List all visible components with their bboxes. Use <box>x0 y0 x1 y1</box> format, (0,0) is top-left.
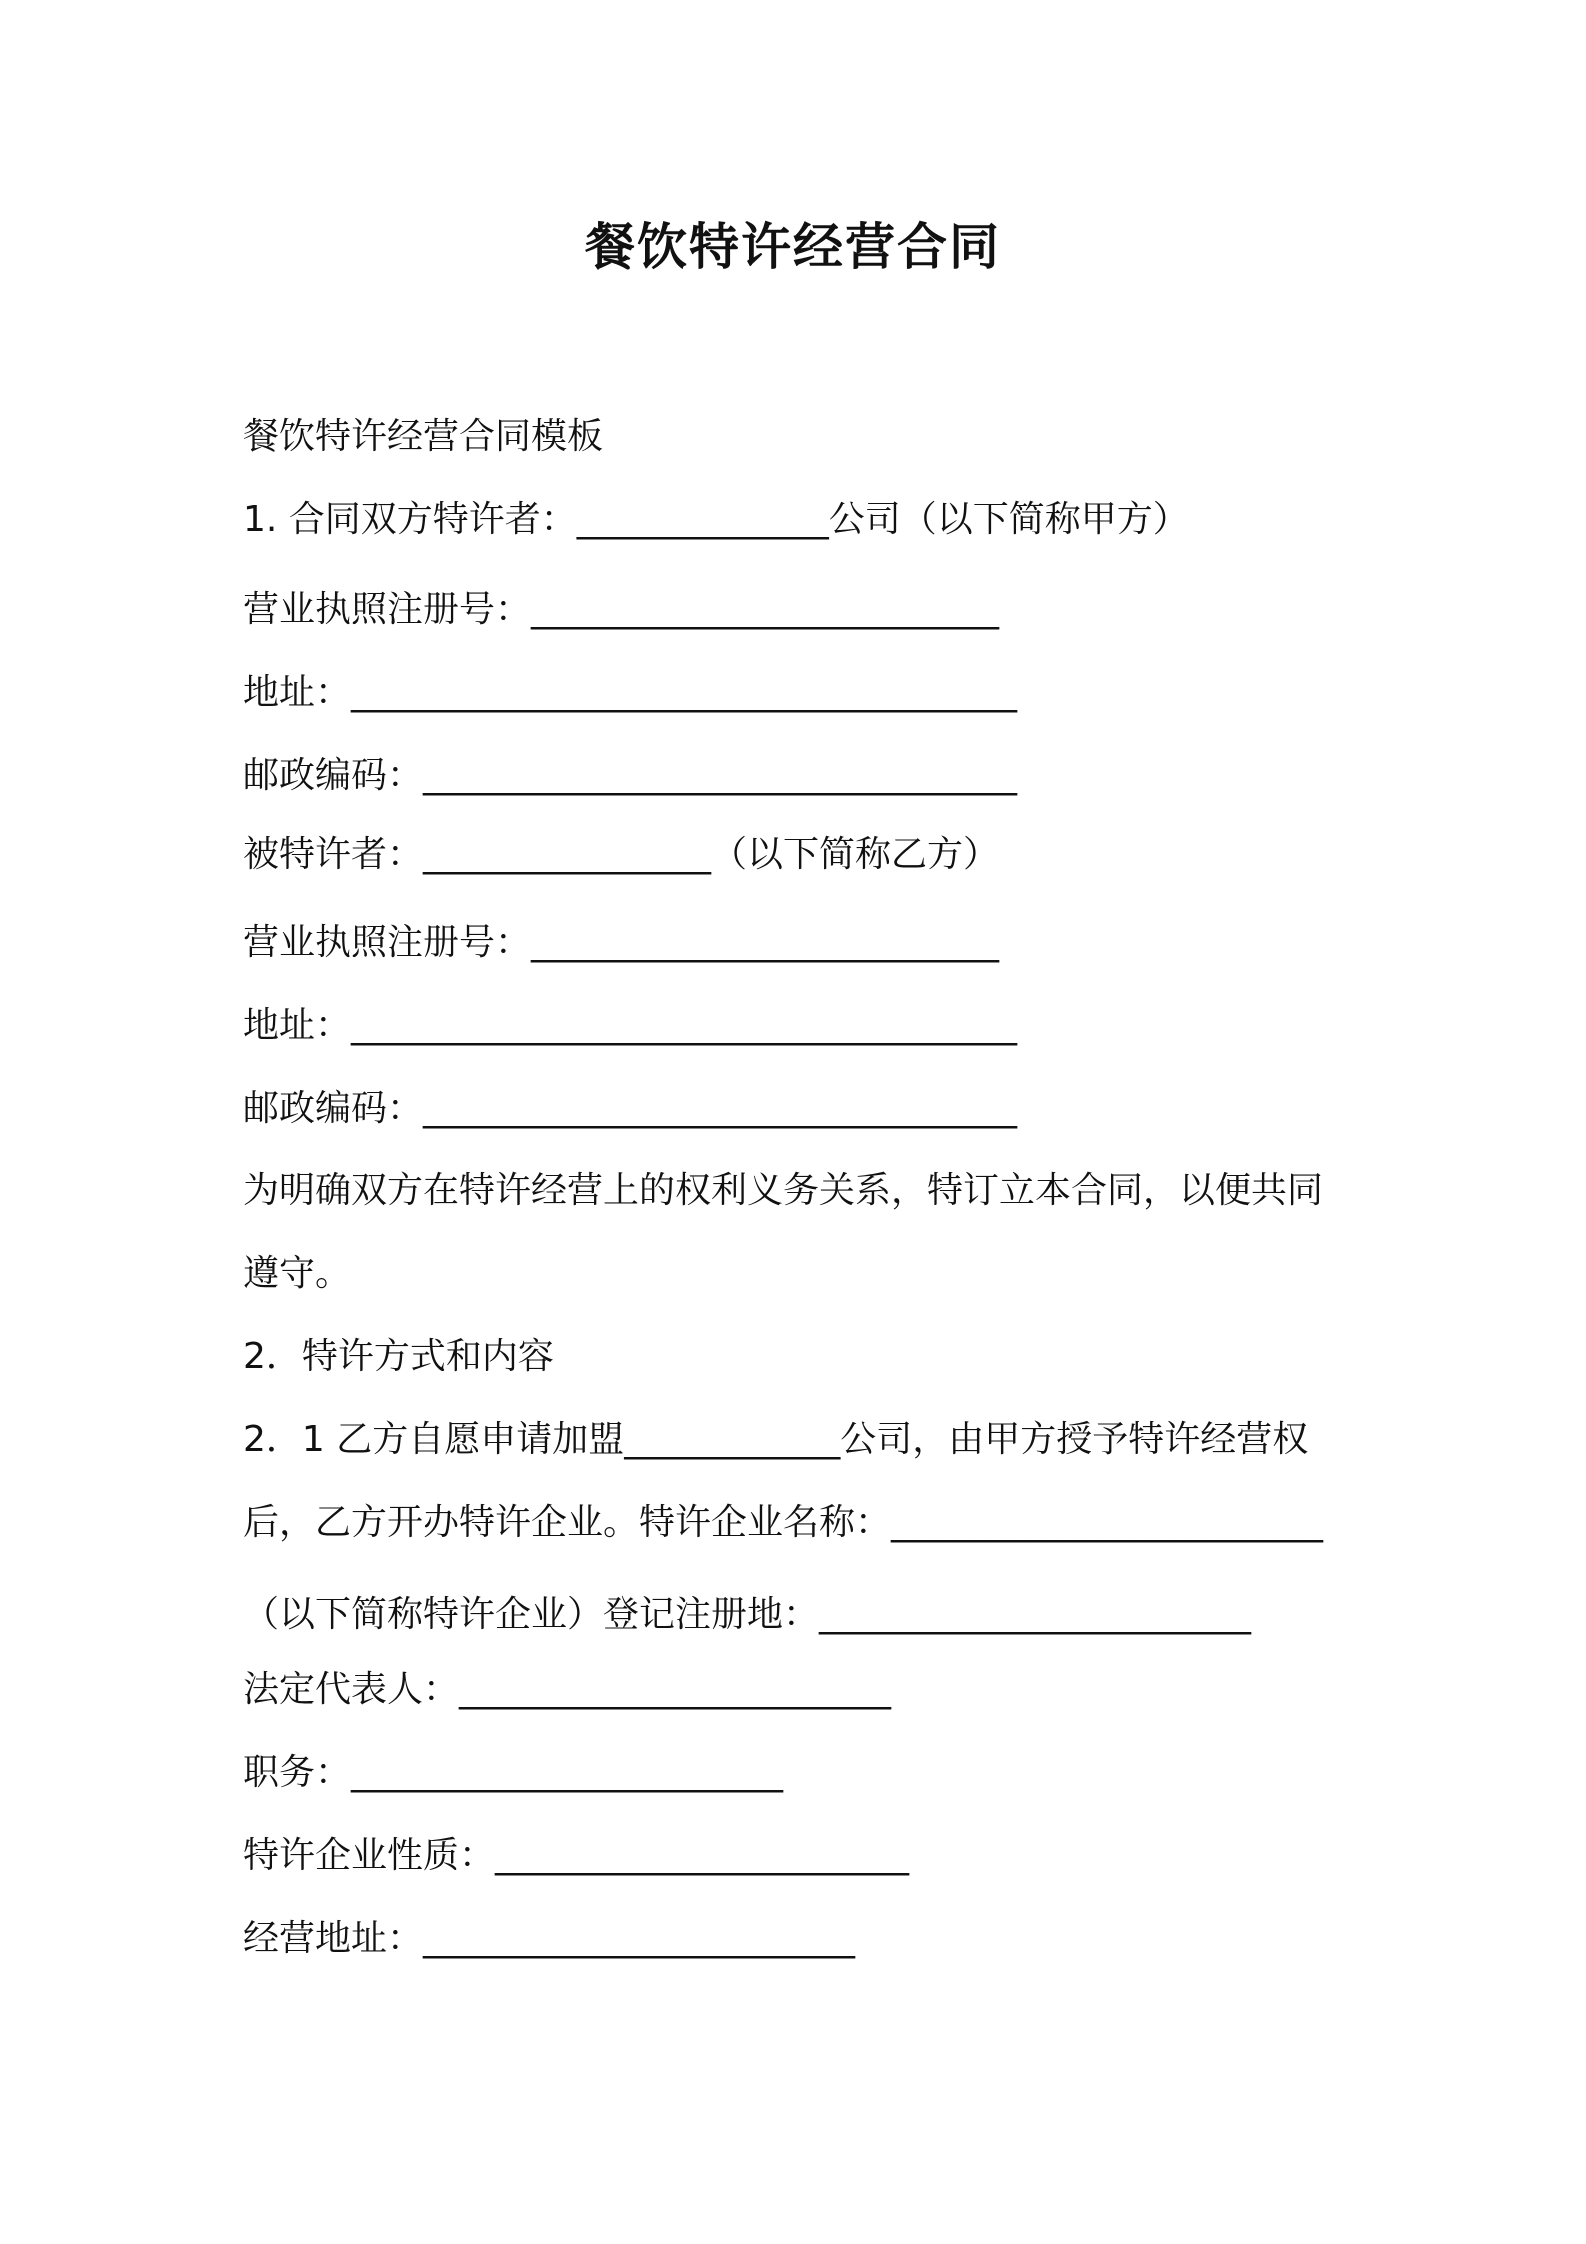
legal-representative-line: 法定代表人：________________________ <box>243 1669 892 1710</box>
clause-2-1-line-2: 后，乙方开办特许企业。特许企业名称：________________________ <box>243 1502 1324 1543</box>
enterprise-nature-line: 特许企业性质：_______________________ <box>243 1835 910 1876</box>
business-address-line: 经营地址：________________________ <box>243 1918 856 1959</box>
franchisee-address-line: 地址：_____________________________________ <box>243 1005 1018 1046</box>
template-subtitle: 餐饮特许经营合同模板 <box>243 416 604 457</box>
franchisee-license-line: 营业执照注册号：__________________________ <box>243 922 1000 963</box>
franchisor-line: 1. 合同双方特许者：______________公司（以下简称甲方） <box>243 499 1189 540</box>
position-line: 职务：________________________ <box>243 1752 784 1793</box>
franchisee-postcode-line: 邮政编码：_________________________________ <box>243 1088 1018 1129</box>
franchisee-line: 被特许者：________________（以下简称乙方） <box>243 834 1000 875</box>
franchisor-address-line: 地址：_____________________________________ <box>243 672 1018 713</box>
clause-2-1-line-1: 2．1 乙方自愿申请加盟____________公司，由甲方授予特许经营权 <box>243 1419 1309 1460</box>
registration-place-line: （以下简称特许企业）登记注册地：________________________ <box>243 1594 1252 1635</box>
franchisor-postcode-line: 邮政编码：_________________________________ <box>243 755 1018 796</box>
section-2-heading: 2．特许方式和内容 <box>243 1336 554 1377</box>
franchisor-license-line: 营业执照注册号：__________________________ <box>243 589 1000 630</box>
purpose-paragraph-line-2: 遵守。 <box>243 1253 352 1294</box>
document-title: 餐饮特许经营合同 <box>585 218 1001 276</box>
purpose-paragraph-line-1: 为明确双方在特许经营上的权利义务关系，特订立本合同，以便共同 <box>243 1170 1324 1211</box>
